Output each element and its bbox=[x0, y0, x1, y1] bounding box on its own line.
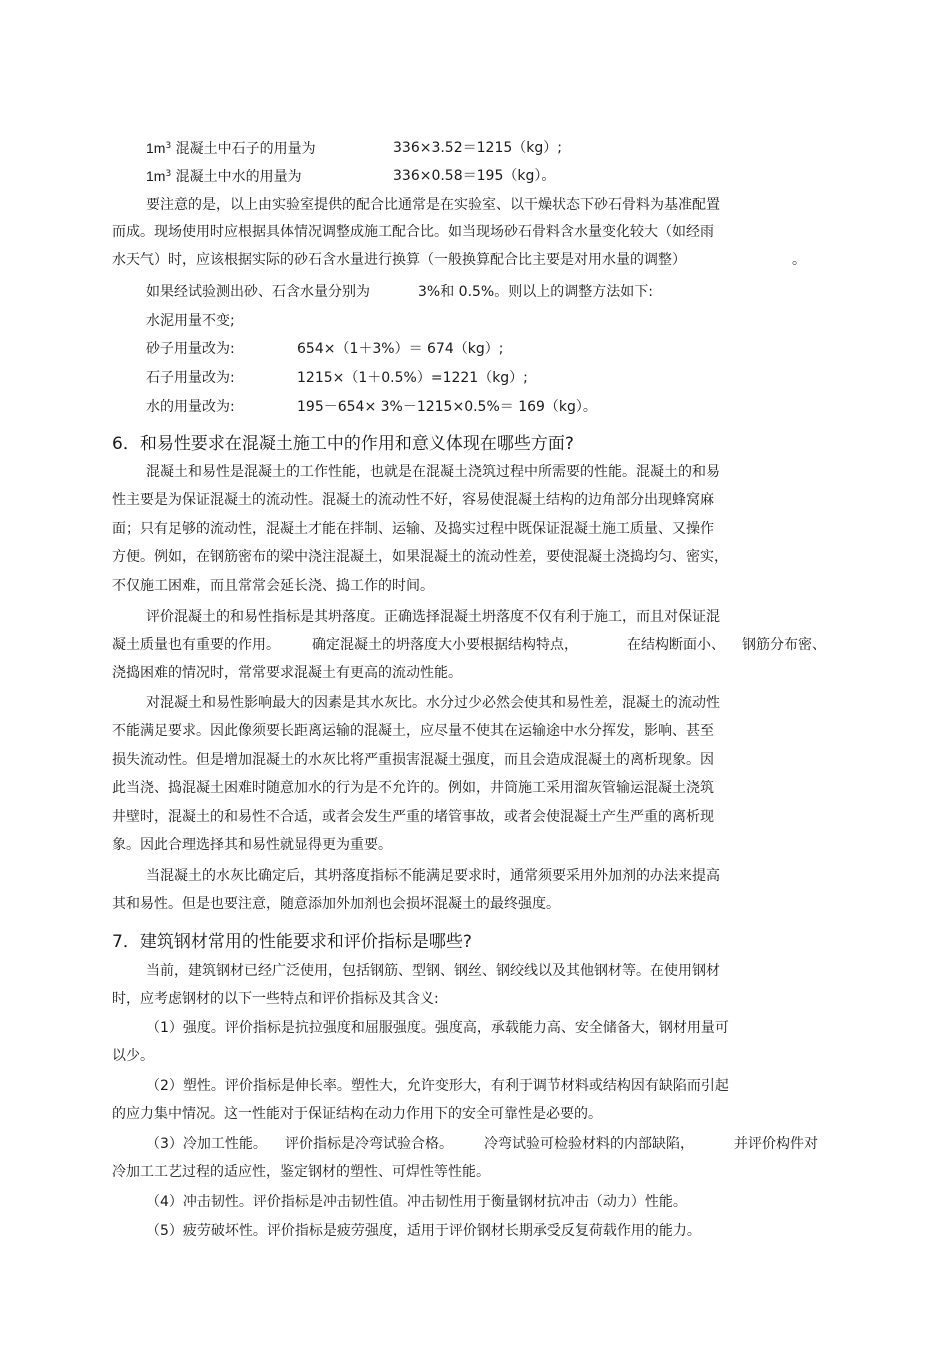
stone-amount-line bbox=[146, 138, 316, 159]
section-6-heading: 6．和易性要求在混凝土施工中的作用和意义体现在哪些方面? bbox=[112, 434, 574, 454]
s6-p1-line: 面；只有足够的流动性，混凝土才能在拌制、运输、及捣实过程中既保证混凝土施工质量、又操作 bbox=[112, 521, 714, 537]
note-line-4a: 如果经试验测出砂、石含水量分别为 bbox=[146, 284, 370, 300]
s7-intro-line: 当前，建筑钢材已经广泛使用，包括钢筋、型钢、钢丝、钢绞线以及其他钢材等。在使用钢材 bbox=[146, 963, 720, 979]
water-adjust-value: 195－654× 3%－1215×0.5%＝ 169（kg）。 bbox=[297, 399, 597, 415]
s6-p2-line-2c: 在结构断面小、 bbox=[627, 637, 725, 653]
water-label-suffix: 混凝土中水的用量为 bbox=[175, 169, 302, 185]
stone-label-prefix: 1m bbox=[146, 140, 166, 156]
s6-p2-line-2b: 确定混凝土的坍落度大小要根据结构特点， bbox=[312, 637, 578, 653]
s6-p3-line: 损失流动性。但是增加混凝土的水灰比将严重损害混凝土强度，而且会造成混凝土的离析现象。因 bbox=[112, 752, 714, 768]
s7-item-2-line-1: （2）塑性。评价指标是伸长率。塑性大，允许变形大，有利于调节材料或结构因有缺陷而引起 bbox=[146, 1078, 729, 1094]
s6-p2-line-2a: 凝土质量也有重要的作用。 bbox=[112, 637, 280, 653]
note-line-4b: 3%和 0.5%。则以上的调整方法如下: bbox=[418, 284, 653, 300]
s7-item-1-line-2: 以少。 bbox=[112, 1048, 154, 1064]
water-amount-value: 336×0.58＝195（kg）。 bbox=[393, 168, 556, 184]
s6-p3-line: 此当浇、捣混凝土困难时随意加水的行为是不允许的。例如，井筒施工采用溜灰管输运混凝土浇筑 bbox=[112, 780, 714, 796]
s6-p1-line: 不仅施工困难，而且常常会延长浇、捣工作的时间。 bbox=[112, 578, 434, 594]
note-line-3: 水天气）时，应该根据实际的砂石含水量进行换算（一般换算配合比主要是对用水量的调整） bbox=[112, 252, 686, 268]
s6-p3-line: 井壁时，混凝土的和易性不合适，或者会发生严重的堵管事故，或者会使混凝土产生严重的离析现 bbox=[112, 809, 714, 825]
s6-p2-line-1: 评价混凝土的和易性指标是其坍落度。正确选择混凝土坍落度不仅有利于施工，而且对保证混 bbox=[146, 609, 720, 625]
s6-p1-line: 方便。例如，在钢筋密布的梁中浇注混凝土，如果混凝土的流动性差，要使混凝土浇捣均匀、密实， bbox=[112, 549, 728, 565]
water-label-sup: 3 bbox=[165, 169, 172, 179]
stone-adjust-label: 石子用量改为: bbox=[146, 370, 235, 386]
s6-p2-line-3: 浇捣困难的情况时，常常要求混凝土有更高的流动性能。 bbox=[112, 665, 462, 681]
s7-item-1-line-1: （1）强度。评价指标是抗拉强度和屈服强度。强度高，承载能力高、安全储备大，钢材用量可 bbox=[146, 1020, 729, 1036]
s7-item-3-line-2: 冷加工工艺过程的适应性，鉴定钢材的塑性、可焊性等性能。 bbox=[112, 1164, 490, 1180]
water-adjust-label: 水的用量改为: bbox=[146, 399, 235, 415]
s6-p1-line: 混凝土和易性是混凝土的工作性能，也就是在混凝土浇筑过程中所需要的性能。混凝土的和易 bbox=[146, 464, 720, 480]
s6-p3-line: 不能满足要求。因此像须要长距离运输的混凝土，应尽量不使其在运输途中水分挥发，影响、甚至 bbox=[112, 723, 714, 739]
s6-p3-line: 象。因此合理选择其和易性就显得更为重要。 bbox=[112, 837, 392, 853]
s6-p2-line-2d: 钢筋分布密、 bbox=[742, 637, 826, 653]
note-line-3-end: 。 bbox=[792, 252, 806, 268]
water-amount-line bbox=[146, 166, 302, 187]
stone-label-sup: 3 bbox=[165, 141, 172, 151]
s6-p4-line: 其和易性。但是也要注意，随意添加外加剂也会损坏混凝土的最终强度。 bbox=[112, 896, 560, 912]
s6-p4-line: 当混凝土的水灰比确定后，其坍落度指标不能满足要求时，通常须要采用外加剂的办法来提高 bbox=[146, 868, 720, 884]
s7-item-2-line-2: 的应力集中情况。这一性能对于保证结构在动力作用下的安全可靠性是必要的。 bbox=[112, 1106, 602, 1122]
section-7-heading: 7．建筑钢材常用的性能要求和评价指标是哪些? bbox=[112, 932, 472, 952]
cement-unchanged: 水泥用量不变; bbox=[146, 313, 235, 329]
note-line-1: 要注意的是，以上由实验室提供的配合比通常是在实验室、以干燥状态下砂石骨料为基准配置 bbox=[146, 197, 720, 213]
s7-item-3-b: 评价指标是冷弯试验合格。 bbox=[285, 1136, 453, 1152]
s6-p3-line: 对混凝土和易性影响最大的因素是其水灰比。水分过少必然会使其和易性差，混凝土的流动性 bbox=[146, 695, 720, 711]
s7-item-3-c: 冷弯试验可检验材料的内部缺陷， bbox=[484, 1136, 694, 1152]
stone-label-suffix: 混凝土中石子的用量为 bbox=[175, 141, 316, 157]
stone-amount-value: 336×3.52＝1215（kg）; bbox=[393, 140, 562, 156]
s6-p1-line: 性主要是为保证混凝土的流动性。混凝土的流动性不好，容易使混凝土结构的边角部分出现蜂窝麻 bbox=[112, 492, 714, 508]
s7-item-4: （4）冲击韧性。评价指标是冲击韧性值。冲击韧性用于衡量钢材抗冲击（动力）性能。 bbox=[146, 1194, 687, 1210]
note-line-2: 而成。现场使用时应根据具体情况调整成施工配合比。如当现场砂石骨料含水量变化较大（如经雨 bbox=[112, 224, 714, 240]
s7-intro-line: 时，应考虑钢材的以下一些特点和评价指标及其含义: bbox=[112, 991, 439, 1007]
water-label-prefix: 1m bbox=[146, 168, 166, 184]
s7-item-3-d: 并评价构件对 bbox=[734, 1136, 818, 1152]
s7-item-5: （5）疲劳破坏性。评价指标是疲劳强度，适用于评价钢材长期承受反复荷载作用的能力。 bbox=[146, 1223, 701, 1239]
sand-label: 砂子用量改为: bbox=[146, 341, 235, 357]
s7-item-3-a: （3）冷加工性能。 bbox=[146, 1136, 267, 1152]
stone-adjust-value: 1215×（1＋0.5%）=1221（kg）; bbox=[297, 370, 528, 386]
sand-value: 654×（1＋3%）＝ 674（kg）; bbox=[297, 341, 504, 357]
